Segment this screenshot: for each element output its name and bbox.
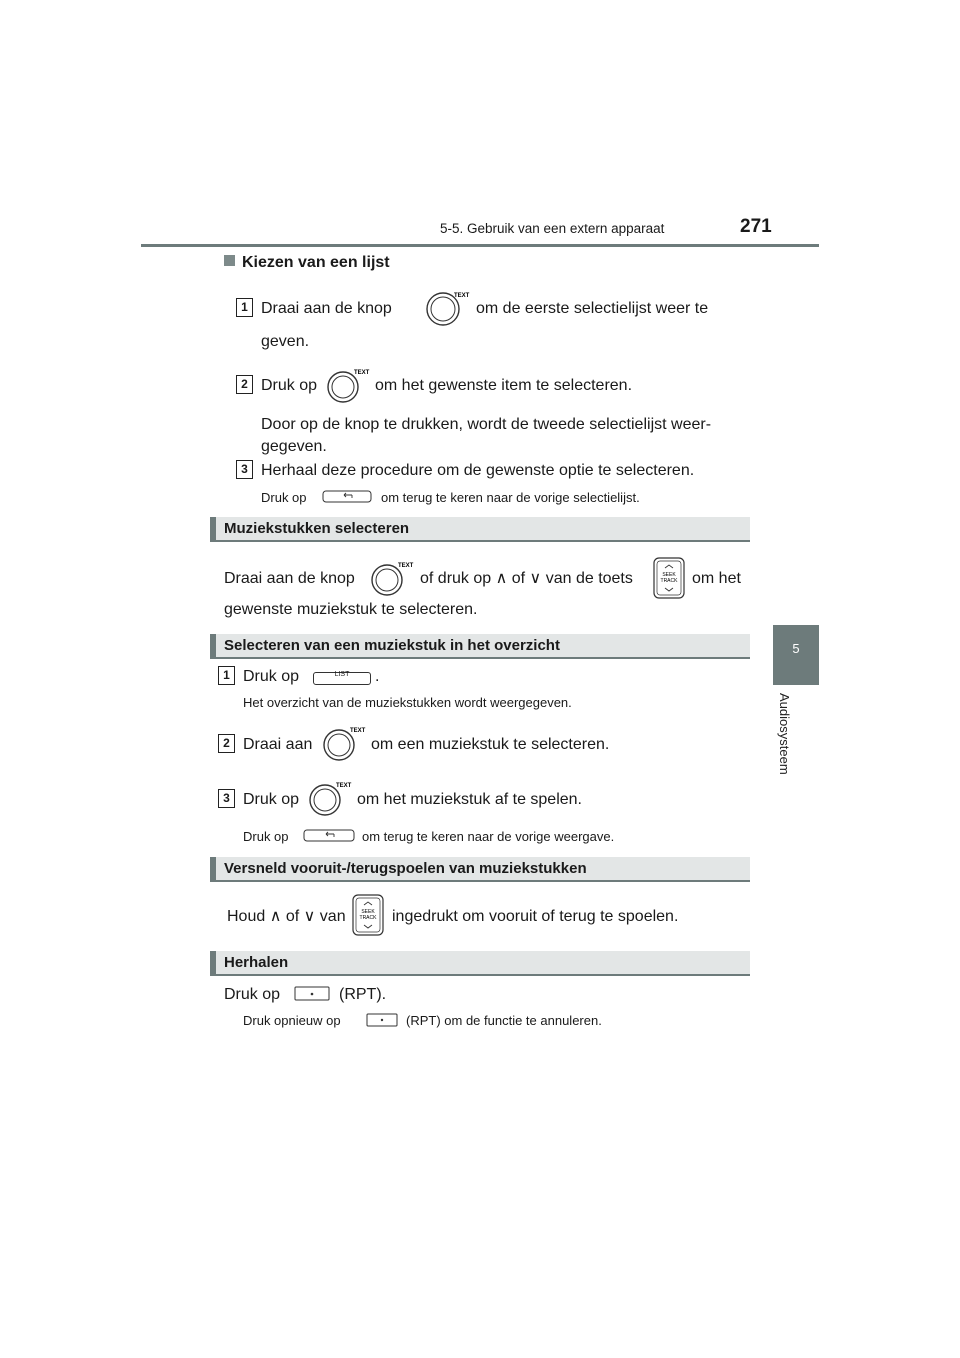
note-text: Druk opnieuw op (243, 1013, 341, 1028)
svg-text:TEXT: TEXT (354, 370, 370, 376)
step-text: Door op de knop te drukken, wordt de tweede selectielijst weer- (261, 416, 712, 433)
step-text: Herhaal deze procedure om de gewenste optie te selecteren. (261, 462, 695, 479)
header-rule (141, 244, 819, 247)
tune-knob-icon (326, 366, 372, 404)
note-text: om terug te keren naar de vorige weergave. (362, 829, 615, 844)
svg-text:SEEK: SEEK (662, 572, 676, 578)
page-number: 271 (740, 216, 772, 237)
step-text: gegeven. (261, 438, 327, 455)
step-text: geven. (261, 333, 310, 350)
section-header: Herhalen (210, 951, 750, 976)
note-text: Druk op (243, 829, 289, 844)
svg-text:TEXT: TEXT (336, 783, 352, 789)
step-text: Druk op (243, 668, 300, 685)
preset-button-icon (366, 1013, 398, 1028)
svg-text:TRACK: TRACK (660, 578, 678, 584)
section-header: Selecteren van een muziekstuk in het overzicht (210, 634, 750, 659)
step-text: Draai aan de knop (261, 300, 392, 317)
preset-button-icon (294, 986, 330, 1002)
back-button-icon (322, 490, 372, 504)
step-number: 1 (236, 298, 253, 317)
note-text: Het overzicht van de muziekstukken wordt weergegeven. (243, 695, 572, 710)
svg-text:SEEK: SEEK (361, 909, 375, 915)
subheading: Kiezen van een lijst (224, 254, 390, 272)
step-number: 2 (218, 734, 235, 753)
step-text: om het muziekstuk af te spelen. (357, 791, 582, 808)
svg-text:TRACK: TRACK (359, 915, 377, 921)
step-text: om de eerste selectielijst weer te (476, 300, 709, 317)
step-text: om het gewenste item te selecteren. (375, 377, 633, 394)
svg-text:TEXT: TEXT (350, 728, 366, 734)
body-text: Houd ∧ of ∨ van (227, 908, 346, 925)
body-text: of druk op ∧ of ∨ van de toets (420, 570, 633, 587)
back-button-icon (303, 829, 355, 843)
note-text: om terug te keren naar de vorige selectielijst. (381, 490, 640, 505)
body-text: gewenste muziekstuk te selecteren. (224, 601, 478, 618)
body-text: om het (692, 570, 741, 587)
step-text: . (375, 668, 380, 685)
step-number: 1 (218, 666, 235, 685)
seek-track-button-icon (653, 557, 685, 599)
bullet-square-icon (224, 255, 235, 266)
body-text: Draai aan de knop (224, 570, 355, 587)
step-text: Druk op (261, 377, 318, 394)
step-number: 3 (236, 460, 253, 479)
chapter-tab: 5 (773, 625, 819, 685)
seek-track-button-icon (352, 894, 384, 936)
step-number: 3 (218, 789, 235, 808)
svg-text:TEXT: TEXT (454, 293, 470, 299)
note-text: Druk op (261, 490, 307, 505)
section-header: Versneld vooruit-/terugspoelen van muziekstukken (210, 857, 750, 882)
body-text: ingedrukt om vooruit of terug te spoelen. (392, 908, 679, 925)
step-text: Draai aan (243, 736, 313, 753)
list-button-icon: LIST (313, 672, 371, 685)
svg-text:TEXT: TEXT (398, 563, 414, 569)
tune-knob-icon (368, 559, 414, 597)
chapter-side-label: Audiosysteem (777, 693, 792, 775)
chapter-title: 5-5. Gebruik van een extern apparaat (440, 221, 665, 236)
section-header: Muziekstukken selecteren (210, 517, 750, 542)
body-text: Druk op (224, 986, 281, 1003)
tune-knob-icon (322, 724, 368, 762)
step-number: 2 (236, 375, 253, 394)
tune-knob-icon (308, 779, 354, 817)
tune-knob-icon (424, 289, 470, 327)
step-text: Druk op (243, 791, 300, 808)
note-text: (RPT) om de functie te annuleren. (406, 1013, 602, 1028)
step-text: om een muziekstuk te selecteren. (371, 736, 610, 753)
body-text: (RPT). (339, 986, 387, 1003)
